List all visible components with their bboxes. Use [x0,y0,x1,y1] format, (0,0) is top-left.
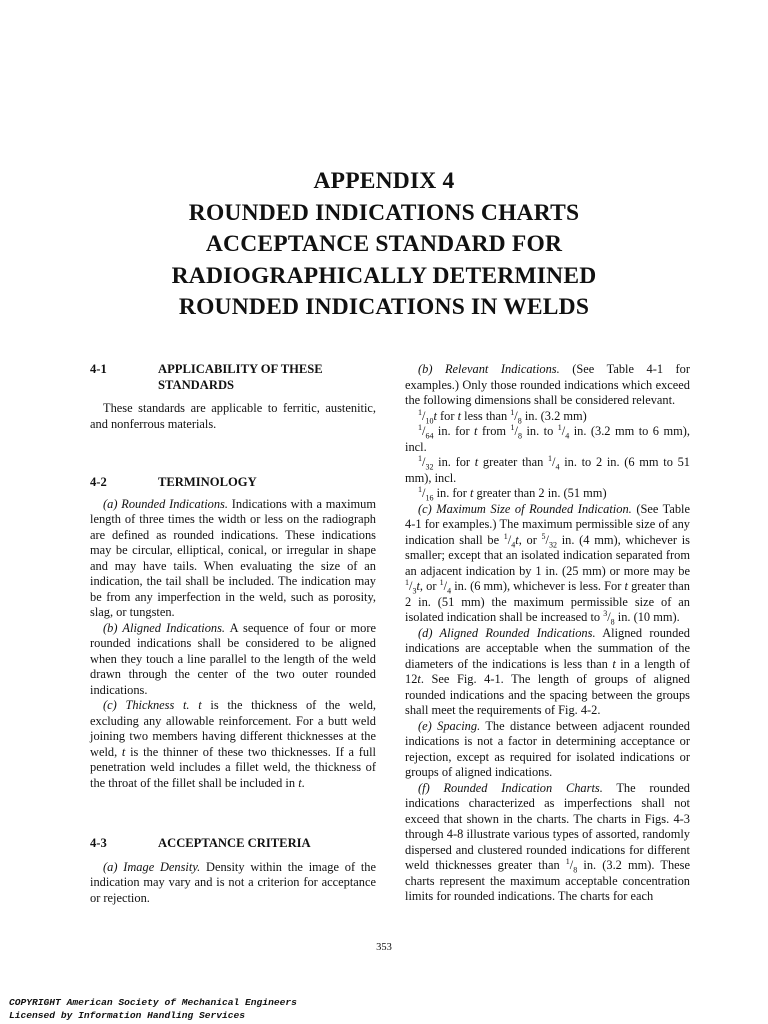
para-text: The distance between adjacent rounded indications is not a factor in determining acceptance or rejection, except as required for isolated indications or groups of aligned indications. [405,718,690,779]
variable-t: t [121,744,126,759]
para-text: in. (4 mm), whichever is smaller; except that an isolated indication separated from an adjacent indication by 1 in. (25 mm) or more may be [405,532,690,578]
para-4-3-e [405,719,690,781]
dim-text: for [440,408,455,423]
para-label: (b) Relevant Indications. [418,362,560,376]
page-number: 353 [376,942,392,953]
para-label: (c) Thickness t. [103,698,190,712]
title-line-1: APPENDIX 4 [313,168,455,194]
left-column [90,362,376,906]
para-text: is the thinner of these two thicknesses. If a full penetration weld includes a fillet weld, the thickness of the throat of the fillet shall be included in [90,744,376,790]
dim-text: in. (3.2 mm) [524,408,587,423]
para-text: is the thickness of the weld, excluding any allowable reinforcement. For a butt weld joining two members having different thicknesses at the weld, [90,698,377,759]
para-4-3-a [90,860,376,907]
para-text: in a length of 12 [405,656,690,686]
title-line-4: RADIOGRAPHICALLY DETERMINED [171,262,597,289]
para-text: greater than 2 in. (51 mm) the maximum permissible size of an isolated indication shall be increased to [405,579,690,624]
dimension-line-2: $^1/_{64}$ in. for t from $^1/_8$ in. to $^1/_4$ in. (3.2 mm to 6 mm), incl. [405,422,690,454]
section-4-3-heading [90,836,376,852]
dim-text: in. for [436,486,467,500]
variable-t: t [298,775,302,790]
dim-text: in. to [526,424,554,438]
section-number: 4-3 [90,836,107,850]
dim-text: less than [464,408,508,423]
section-4-1-heading [90,362,376,393]
para-label: (e) Spacing. [418,718,481,733]
para-text: Aligned rounded indications are acceptable when the summation of the diameters of the indications is less than [405,625,691,671]
para-text: Density within the image of the indication may vary and is not a criterion for acceptance or rejection. [90,859,376,905]
right-column [405,362,690,905]
dim-text: in. for [437,424,470,438]
section-number: 4-2 [90,475,107,489]
dim-text: greater than 2 in. (51 mm) [476,486,607,500]
title-line-2: ROUNDED INDICATIONS CHARTS [188,199,580,226]
title-line-3: ACCEPTANCE STANDARD FOR [205,231,563,257]
para-text: in. (10 mm). [617,610,680,624]
dim-text: in. (3.2 mm to 6 mm), incl. [405,424,690,454]
para-label: (f) Rounded Indication Charts. [418,780,603,795]
section-number: 4-1 [90,362,107,376]
dimension-line-3: $^1/_{32}$ in. for t greater than $^1/_4$ in. to 2 in. (6 mm to 51 mm), incl. [405,453,690,485]
para-4-2-a [90,497,376,621]
para-label: (c) Maximum Size of Rounded Indication. [418,501,632,516]
para-label: (b) Aligned Indications. [103,620,226,635]
section-4-1-text: These standards are applicable to ferritic, austenitic, and nonferrous materials. [90,401,376,431]
para-text: The rounded indications characterized as imperfections shall not exceed that shown in the charts. The charts in Figs. 4-3 through 4-8 illustrate various types of assorted, randomly dispersed and clustered rounded indications for different weld thicknesses greater than [405,780,690,872]
dim-text: greater than [482,455,544,469]
section-4-2-heading [90,475,376,491]
copyright-line-2: Licensed by Information Handling Services [9,1009,246,1021]
para-4-3-b [405,362,690,409]
copyright-footer [9,997,297,1022]
para-4-3-d: (d) Aligned Rounded Indications. Aligned rounded indications are acceptable when the summation of the diameters of the indications is less than t in a length of 12t. See Fig. 4-1. The length of groups of aligned rounded indications and the spacing between the groups shall meet the requirements of Fig. 4-2. [405,625,691,717]
para-text: . [301,775,305,790]
title-line-5: ROUNDED INDICATIONS IN WELDS [178,294,590,320]
section-title: TERMINOLOGY [158,475,257,489]
dim-text: from [481,424,507,438]
para-text: . See Fig. 4-1. The length of groups of aligned rounded indications and the spacing between the groups shall meet the requirements of Fig. 4-2. [405,672,690,717]
para-text: Indications with a maximum length of three times the width or less on the radiograph are defined as rounded indications. These indications may be circular, elliptical, conical, or irregular in shape and may have tails. When evaluating the size of an indication, the tail shall be included. The indication may be from any imperfection in the weld, such as porosity, slag, or tungsten. [90,496,376,619]
dim-text: in. to 2 in. (6 mm to 51 mm), incl. [405,455,690,485]
variable-t: t [198,698,202,712]
para-text: (See Table 4-1 for examples.) Only those rounded indications which exceed the following dimensions shall be considered relevant. [405,362,690,407]
para-4-3-c: (c) Maximum Size of Rounded Indication. (See Table 4-1 for examples.) The maximum permissible size of any indication shall be $^1/_4t$, or $^5/_{32}$ in. (4 mm), whichever is smaller; except that an isolated indication separated from an adjacent indication by 1 in. (25 mm) or more may be $^1/_3t$, or $^1/_4$ in. (6 mm), whichever is less. For t greater than 2 in. (51 mm) the maximum permissible size of an isolated indication shall be increased to $^3/_8$ in. (10 mm). [405,501,690,627]
para-text: (See Table 4-1 for examples.) The maximum permissible size of any indication shall be [405,501,690,547]
dim-text: in. for [438,455,471,469]
para-4-3-f: (f) Rounded Indication Charts. The rounded indications characterized as imperfections shall not exceed that shown in the charts. The charts in Figs. 4-3 through 4-8 illustrate various types of assorted, randomly dispersed and clustered rounded indications for different weld thicknesses greater than $^1/_8$ in. (3.2 mm). These charts represent the maximum acceptable concentration limits for rounded indications. The charts for each [405,780,690,903]
para-text: in. (3.2 mm). These charts represent the maximum acceptable concentration limits for rounded indications. The charts for each [405,858,690,903]
section-title: ACCEPTANCE CRITERIA [158,836,311,850]
para-label: (d) Aligned Rounded Indications. [418,625,596,640]
copyright-line-1: COPYRIGHT American Society of Mechanical Engineers [9,997,297,1008]
para-text: in. (6 mm), whichever is less. For [454,579,622,593]
para-text: A sequence of four or more rounded indications shall be considered to be aligned when they touch a line parallel to the length of the weld drawn through the center of the two outer rounded indications. [90,620,377,697]
para-4-2-c [90,698,376,791]
para-label: (a) Image Density. [103,859,201,874]
section-title: APPLICABILITY OF THESE STANDARDS [158,362,323,392]
para-label: (a) Rounded Indications. [103,496,228,511]
appendix-title-block [0,166,768,324]
dimension-line-4: $^1/_{16}$ in. for t greater than 2 in. (51 mm) [418,484,607,503]
dimension-line-1: $^1/_{10}t$ for t less than $^1/_8$ in. (3.2 mm) [418,407,587,425]
para-4-2-b [90,621,376,699]
